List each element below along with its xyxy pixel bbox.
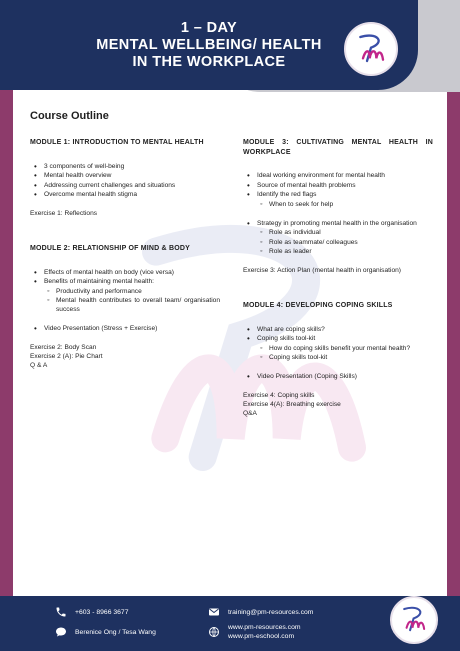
sub-list-item: ◦ Productivity and performance [44, 287, 220, 296]
module-3-list [243, 171, 433, 256]
list-item-text: Strategy in promoting mental health in the organisation [257, 219, 417, 227]
footer-contacts [55, 626, 156, 638]
list-item: • Video Presentation (Coping Skills) [243, 372, 433, 381]
contact-names: Berenice Ong / Tesa Wang [75, 628, 156, 636]
right-accent-bar [447, 0, 460, 651]
list-item: • Overcome mental health stigma [30, 190, 220, 199]
pm-logo [344, 22, 398, 76]
list-item [243, 190, 433, 209]
header-line-2: MENTAL WELLBEING/ HEALTH [96, 36, 322, 53]
sub-list-item: ◦ Mental health contributes to overall team/ organisation success [44, 296, 220, 314]
right-column [243, 138, 433, 418]
globe-icon [208, 626, 220, 638]
sub-list-item: ◦ Role as individual [257, 228, 433, 237]
phone-icon [55, 606, 67, 618]
list-item [243, 219, 433, 257]
module-2-list [30, 268, 220, 334]
sub-list-item: ◦ When to seek for help [257, 200, 433, 209]
footer-email[interactable] [208, 606, 313, 618]
module-1-list [30, 162, 220, 200]
module-4-sublist [257, 344, 433, 363]
list-item: • Ideal working environment for mental health [243, 171, 433, 180]
phone-number: +603 - 8966 3677 [75, 608, 129, 616]
list-item [30, 277, 220, 314]
module-3-exercise: Exercise 3: Action Plan (mental health in organisation) [243, 267, 401, 274]
email-address: training@pm-resources.com [228, 608, 314, 616]
footer-phone[interactable] [55, 606, 128, 618]
module-3-title: MODULE 3: CULTIVATING MENTAL HEALTH IN WORKPLACE [243, 139, 433, 156]
website-1[interactable]: www.pm-resources.com [228, 624, 301, 631]
footer-websites[interactable] [208, 623, 301, 641]
module-4-title: MODULE 4: DEVELOPING COPING SKILLS [243, 302, 393, 309]
list-item: • 3 components of well-being [30, 162, 220, 171]
email-icon [208, 606, 220, 618]
list-item: • Mental health overview [30, 171, 220, 180]
list-item-text: Coping skills tool-kit [257, 335, 316, 342]
module-1-exercise: Exercise 1: Reflections [30, 210, 98, 217]
sub-list-item: ◦ Role as leader [257, 247, 433, 256]
list-item: • Video Presentation (Stress + Exercise) [30, 324, 220, 333]
pm-logo-footer-icon [396, 602, 431, 637]
module-2-qa: Q & A [30, 362, 48, 369]
chat-icon [55, 626, 67, 638]
module-1-title: MODULE 1: INTRODUCTION TO MENTAL HEALTH [30, 139, 204, 146]
module-4-qa: Q&A [243, 410, 257, 417]
sub-list-item: ◦ Role as teammate/ colleagues [257, 238, 433, 247]
list-item [243, 334, 433, 362]
header-line-1: 1 – DAY [180, 19, 238, 36]
left-column [30, 138, 220, 370]
module-3-sublist-a [257, 200, 433, 209]
header-line-3: IN THE WORKPLACE [132, 53, 286, 70]
list-item-text: Benefits of maintaining mental health: [44, 278, 154, 285]
list-item: • Addressing current challenges and situations [30, 181, 220, 190]
pm-logo-footer [390, 596, 438, 644]
module-2-exercise-1: Exercise 2: Body Scan [30, 344, 97, 351]
module-4-list [243, 325, 433, 382]
left-accent-bar [0, 0, 13, 651]
website-2[interactable]: www.pm-eschool.com [228, 633, 295, 640]
sub-list-item: ◦ How do coping skills benefit your mental health? [257, 344, 433, 353]
pm-logo-icon [351, 29, 391, 69]
list-item: • Source of mental health problems [243, 181, 433, 190]
module-4-exercise-1: Exercise 4: Coping skills [243, 392, 315, 399]
module-3-sublist-b [257, 228, 433, 256]
module-2-sublist [44, 287, 220, 315]
list-item-text: Identify the red flags [257, 191, 317, 198]
list-item: • Effects of mental health on body (vice versa) [30, 268, 220, 277]
list-item: • What are coping skills? [243, 325, 433, 334]
module-2-exercise-2: Exercise 2 (A): Pie Chart [30, 353, 103, 360]
module-2-title: MODULE 2: RELATIONSHIP OF MIND & BODY [30, 245, 190, 252]
course-outline-section [30, 110, 432, 136]
sub-list-item: ◦ Coping skills tool-kit [257, 353, 433, 362]
module-4-exercise-2: Exercise 4(A): Breathing exercise [243, 401, 341, 408]
course-outline-title: Course Outline [30, 110, 109, 122]
